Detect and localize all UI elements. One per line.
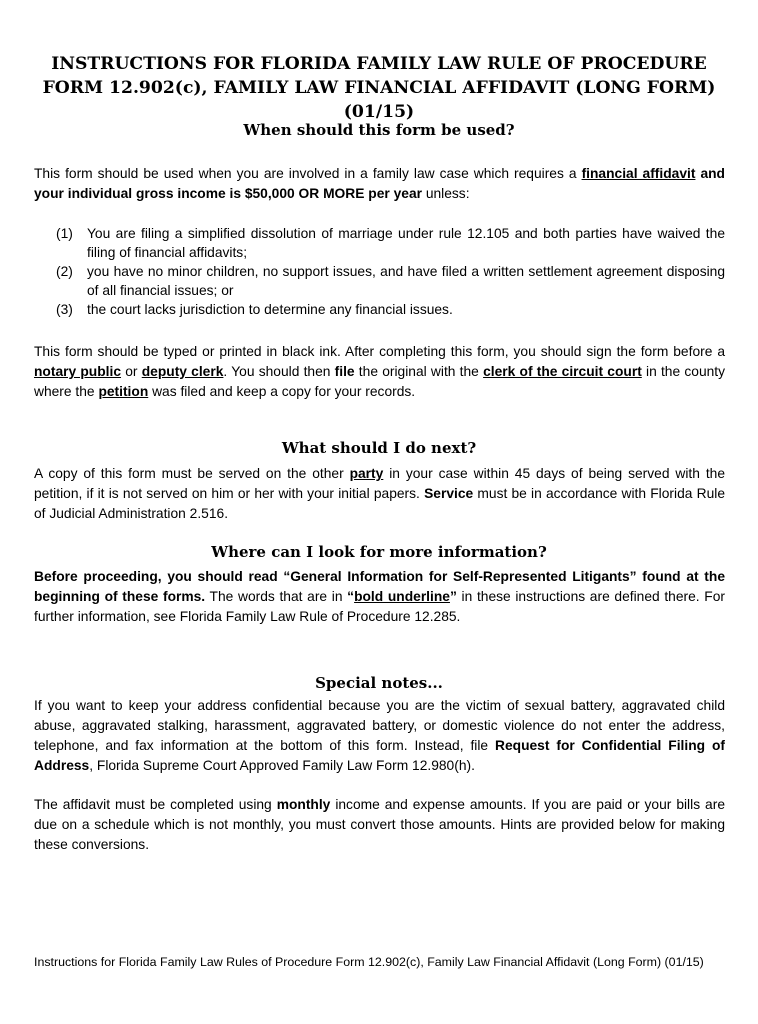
intro-text-2: unless: (421, 186, 470, 201)
intro-income-condition: and your individual gross income is $50,000 OR MORE per year (34, 166, 725, 201)
monthly-amounts-paragraph (34, 795, 725, 855)
service-text-a: A copy of this form must be served on the other (34, 466, 350, 481)
close-quote: ” (449, 589, 457, 604)
term-party[interactable]: party (349, 466, 384, 481)
filing-text-e: in the county where the (34, 364, 726, 399)
confidential-text-a: If you want to keep your address confidential because you are the victim of sexual battery, aggravated child abuse, aggravated stalking, harassment, aggravated battery, or domestic violence do not enter the address, telephone, and fax information at the bottom of this form. Instead, file (34, 698, 725, 753)
list-item (56, 262, 725, 300)
term-bold-underline: bold underline (354, 589, 450, 604)
service-text-c: must be in accordance with Florida Rule of Judicial Administration 2.516. (34, 486, 725, 521)
information-text-c: in these instructions are defined there. For further information, see Florida Family Law Rule of Procedure 12.285. (34, 589, 725, 624)
filing-text-a: This form should be typed or printed in black ink. After completing this form, you should sign the form before a (34, 344, 725, 359)
filing-text-f: was filed and keep a copy for your records. (148, 384, 416, 399)
filing-text-d: the original with the (354, 364, 484, 379)
heading-special-notes: Special notes... (315, 674, 443, 692)
information-bold-intro: Before proceeding, you should read “General Information for Self-Represented Litigants” found at the beginning of these forms. (34, 569, 725, 604)
list-item (56, 300, 725, 319)
confidential-address-paragraph (34, 696, 725, 776)
information-paragraph (34, 567, 725, 627)
heading-what-next: What should I do next? (281, 439, 477, 457)
information-text-b: The words that are in (205, 589, 348, 604)
filing-text-c: . You should then (223, 364, 335, 379)
list-item (56, 224, 725, 262)
list-item-number: (1) (56, 226, 73, 241)
service-paragraph (34, 464, 725, 524)
term-petition[interactable]: petition (98, 384, 149, 399)
service-text-b: in your case within 45 days of being served with the petition, if it is not served on him or her with your initial papers. (34, 466, 725, 501)
intro-paragraph (34, 164, 725, 204)
list-item-number: (2) (56, 264, 73, 279)
list-item-text: the court lacks jurisdiction to determine any financial issues. (87, 302, 453, 317)
page-footer: Instructions for Florida Family Law Rules of Procedure Form 12.902(c), Family Law Financial Affidavit (Long Form) (01/15) (34, 955, 704, 969)
monthly-text-b: income and expense amounts. If you are paid or your bills are due on a schedule which is not monthly, you must convert those amounts. Hints are provided below for making these conversions. (34, 797, 725, 852)
term-deputy-clerk[interactable]: deputy clerk (141, 364, 224, 379)
list-item-text: You are filing a simplified dissolution of marriage under rule 12.105 and both parties have waived the filing of financial affidavits; (87, 226, 725, 260)
list-item-text: you have no minor children, no support issues, and have filed a written settlement agreement disposing of all financial issues; or (87, 264, 725, 298)
list-item-number: (3) (56, 302, 73, 317)
filing-bold-file: file (334, 364, 355, 379)
monthly-bold: monthly (276, 797, 331, 812)
confidential-form-title: Request for Confidential Filing of Address (34, 738, 725, 773)
heading-when-to-use: When should this form be used? (243, 121, 515, 139)
monthly-text-a: The affidavit must be completed using (34, 797, 277, 812)
term-notary-public[interactable]: notary public (34, 364, 122, 379)
filing-instructions-paragraph (34, 342, 725, 402)
filing-text-b: or (121, 364, 142, 379)
confidential-text-b: , Florida Supreme Court Approved Family Law Form 12.980(h). (89, 758, 475, 773)
intro-text-1: This form should be used when you are involved in a family law case which requires a (34, 166, 582, 181)
term-clerk-of-circuit-court[interactable]: clerk of the circuit court (483, 364, 642, 379)
document-title: INSTRUCTIONS FOR FLORIDA FAMILY LAW RULE OF PROCEDURE FORM 12.902(c), FAMILY LAW FINANCIAL AFFIDAVIT (LONG FORM)(01/15) (42, 54, 716, 122)
open-quote: “ (347, 589, 355, 604)
exception-list (56, 224, 725, 319)
service-bold: Service (424, 486, 474, 501)
term-financial-affidavit[interactable]: financial affidavit (581, 166, 696, 181)
heading-more-information: Where can I look for more information? (211, 543, 547, 561)
